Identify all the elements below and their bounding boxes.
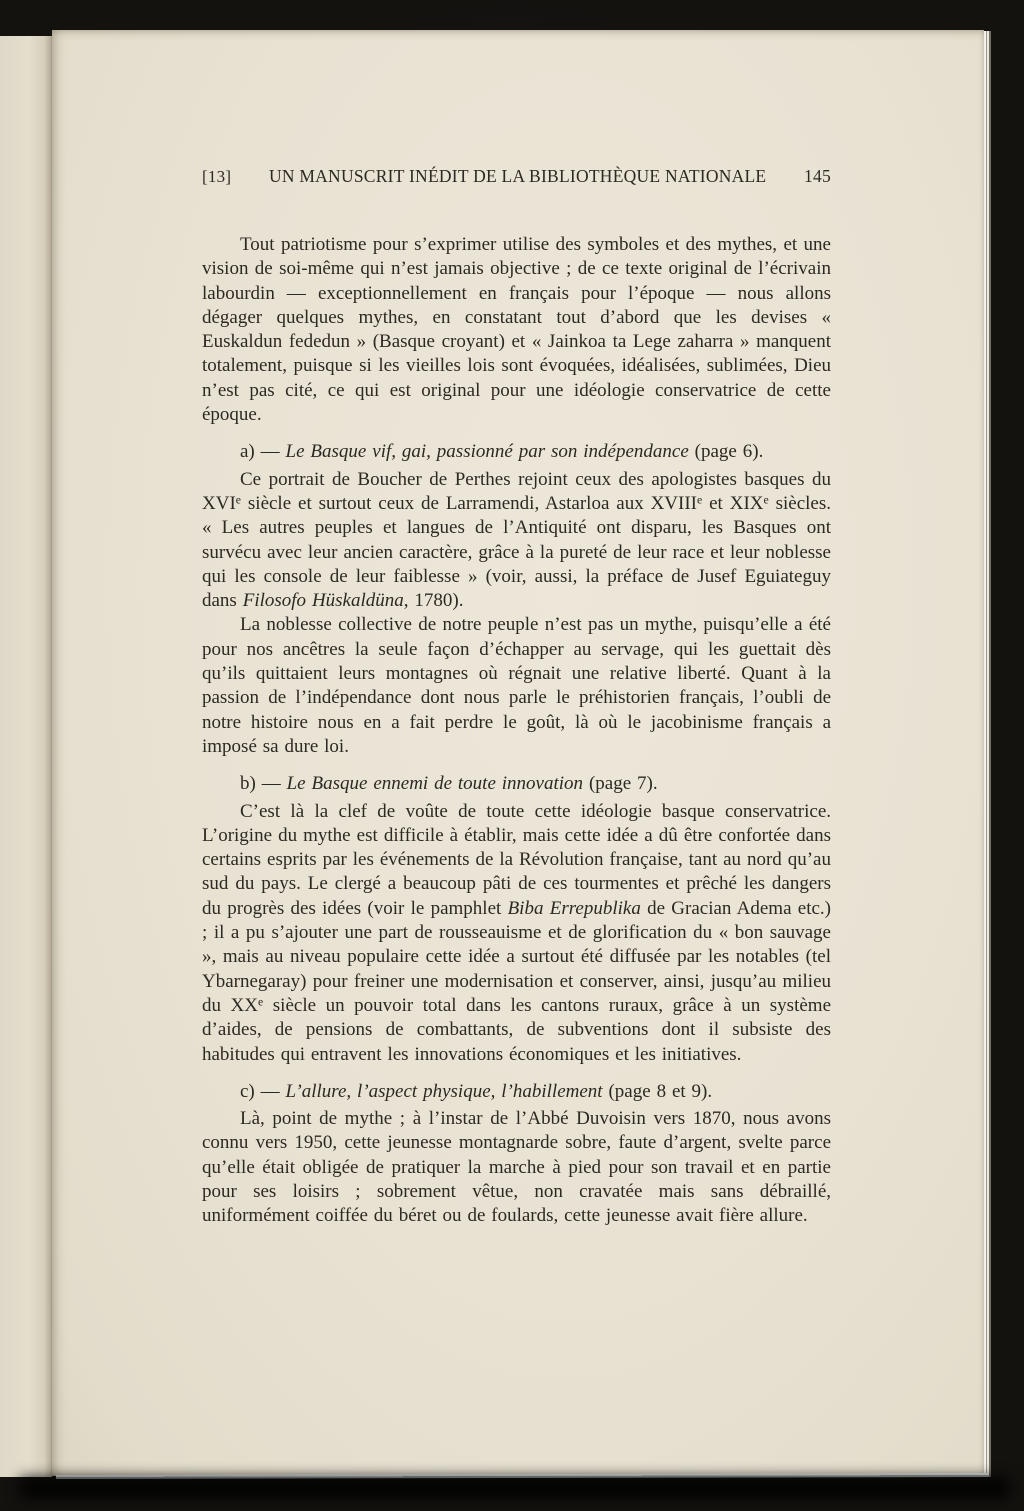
body-paragraph — [202, 233, 831, 427]
page-edges-stack — [984, 31, 991, 1477]
body-paragraph — [202, 800, 831, 1067]
superscript-ordinal: e — [763, 493, 769, 507]
text-body — [202, 233, 831, 1229]
text-segment: C’est là la clef de voûte de toute cette idéologie basque conservatrice. L’origine du mythe est difficile à établir, mais cette idée a dû être confortée dans certains esprits par les événements de la Révolution française, tant au nord qu’au sud du pays. Le clergé a beaucoup pâti de ces tourmentes et prêché les dangers du progrès des idées (voir le pamphlet — [202, 800, 831, 919]
superscript-ordinal: e — [235, 493, 242, 507]
text-segment: (page 7). — [583, 773, 658, 795]
text-segment: Le Basque ennemi de toute innovation — [286, 773, 584, 795]
section-heading — [202, 1080, 831, 1104]
body-paragraph — [202, 468, 831, 614]
text-segment: de Gracian Adema etc.) ; il a pu s’ajouter une part de rousseauisme et de glorification du « bon sauvage », mais au niveau populaire cette idée a surtout été diffusée par les notables (tel Ybarnegaray) pour freiner une modernisation et conserver, ainsi, jusqu’au milieu du XX — [202, 897, 831, 1016]
text-segment: Filosofo Hüskaldüna — [242, 590, 404, 612]
text-segment: , 1780). — [403, 590, 464, 612]
section-heading — [202, 440, 831, 464]
text-segment: Là, point de mythe ; à l’instar de l’Abbé Duvoisin vers 1870, nous avons connu vers 1950, cette jeunesse montagnarde sobre, faute d’argent, svelte parce qu’elle était obligée de pratiquer la marche à pied pour son travail et en partie pour ses loisirs ; sobrement vêtue, non cravatée mais sans débraillé, uniformément coiffée du béret ou de foulards, cette jeunesse avait fière allure. — [202, 1108, 831, 1227]
text-segment: Ce portrait de Boucher de Perthes rejoint ceux des apologistes basques du XVI — [202, 468, 831, 514]
text-segment: et XIX — [702, 492, 764, 514]
superscript-ordinal: e — [258, 995, 264, 1009]
body-paragraph — [202, 1107, 831, 1228]
superscript-ordinal: e — [697, 493, 703, 507]
text-segment: Le Basque vif, gai, passionné par son indépendance — [285, 441, 689, 463]
running-header — [202, 166, 831, 187]
text-segment: (page 8 et 9). — [602, 1080, 713, 1102]
section-heading — [202, 772, 831, 796]
text-segment: siècle un pouvoir total dans les cantons ruraux, grâce à un système d’aides, de pensions de combattants, de subventions dont il subsiste des habitudes qui entravent les innovations économiques et les initiatives. — [202, 994, 831, 1065]
text-segment: (page 6). — [688, 441, 764, 463]
text-segment: a) — — [240, 441, 286, 463]
text-segment: Biba Errepublika — [507, 897, 641, 919]
text-segment: c) — — [240, 1080, 286, 1102]
book-page — [52, 30, 984, 1476]
facing-page-edge — [0, 36, 52, 1477]
body-paragraph — [202, 613, 831, 759]
text-segment: La noblesse collective de notre peuple n’est pas un mythe, puisqu’elle a été pour nos ancêtres la seule façon d’échapper au servage, qui les guettait dès qu’ils quittaient leurs montagnes où régnait une relative liberté. Quant à la passion de l’indépendance dont nous parle le préhistorien français, l’oubli de notre histoire nous en a fait perdre le goût, là où le jacobinisme français a imposé sa dure loi. — [202, 614, 831, 757]
text-segment: L’allure, l’aspect physique, l’habillement — [285, 1080, 603, 1102]
text-segment: Tout patriotisme pour s’exprimer utilise des symboles et des mythes, et une vision de soi-même qui n’est jamais objective ; de ce texte original de l’écrivain labourdin — exceptionnellement en français pour l’époque — nous allons dégager quelques mythes, en constatant tout d’abord que les devises « Euskaldun fededun » (Basque croyant) et « Jainkoa ta Lege zaharra » manquent totalement, puisque si les vieilles lois sont évoquées, idéalisées, sublimées, Dieu n’est pas cité, ce qui est original pour une idéologie conservatrice de cette époque. — [202, 234, 831, 426]
text-segment: siècles. « Les autres peuples et langues de l’Antiquité ont disparu, les Basques ont survécu avec leur ancien caractère, grâce à la pureté de leur race et leur noblesse qui les console de leur faiblesse » (voir, aussi, la préface de Jusef Eguiateguy dans — [202, 492, 832, 612]
page-shadow — [20, 1477, 1010, 1499]
running-title: UN MANUSCRIT INÉDIT DE LA BIBLIOTHÈQUE NATIONALE — [268, 166, 767, 186]
text-segment: siècle et surtout ceux de Larramendi, Astarloa aux XVIII — [241, 492, 698, 514]
page-number: 145 — [804, 166, 831, 186]
text-segment: b) — — [240, 773, 287, 795]
article-reference-number: [13] — [202, 167, 232, 186]
